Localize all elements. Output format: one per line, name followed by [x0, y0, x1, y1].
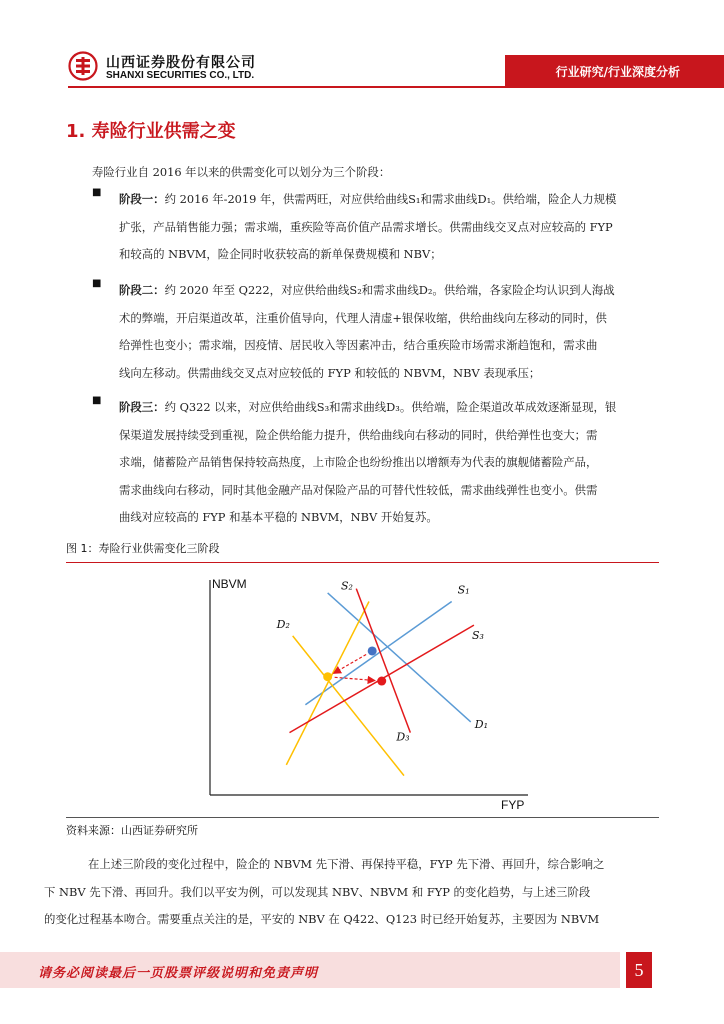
paragraph-line: 在上述三阶段的变化过程中，险企的 NBVM 先下滑、再保持平稳，FYP 先下滑、再回升，综合影响之	[88, 857, 605, 871]
bullet-icon: ■	[92, 187, 102, 198]
header-divider	[68, 86, 724, 88]
curve-label-1: D₁	[474, 717, 488, 731]
disclaimer-text[interactable]: 请务必阅读最后一页股票评级说明和免责声明	[38, 966, 319, 981]
stage-line: 和较高的 NBVM，险企同时收获较高的新单保费规模和 NBV；	[119, 247, 442, 261]
page-footer	[0, 942, 724, 1002]
company-name-cn: 山西证券股份有限公司	[106, 55, 256, 71]
stage-label: 阶段三：	[119, 400, 165, 414]
stage-line: 约 2016 年-2019 年，供需两旺，对应供给曲线S₁和需求曲线D₁。供给端，险企人力规模	[164, 192, 617, 206]
supply-demand-chart	[190, 570, 540, 815]
equilibrium-point-2	[323, 672, 332, 681]
equilibrium-point-1	[368, 646, 377, 655]
stage-line: 需求曲线向右移动，同时其他金融产品对保险产品的可替代性较低，需求曲线弹性也变小。供需	[119, 482, 598, 497]
stage-label: 阶段二：	[119, 283, 165, 297]
curve-label-0: S₁	[457, 583, 470, 597]
report-type: 行业研究/行业深度分析	[555, 65, 680, 79]
x-axis-label: FYP	[501, 798, 525, 812]
curve-3	[293, 636, 404, 776]
stage-line: 保渠道发展持续受到重视，险企供给能力提升，供给曲线向右移动的同时，供给弹性也变大；需	[119, 427, 598, 442]
paragraph-line: 下 NBV 先下滑、再回升。我们以平安为例，可以发现其 NBV、NBVM 和 FYP 的变化趋势，与上述三阶段	[44, 884, 591, 899]
curve-2	[286, 602, 369, 765]
page-number: 5	[626, 952, 652, 988]
report-type-band	[505, 55, 724, 87]
stage-line: 线向左移动。供需曲线交叉点对应较低的 FYP 和较低的 NBVM，NBV 表现承压；	[119, 365, 541, 380]
stage-line: 求端，储蓄险产品销售保持较高热度，上市险企也纷纷推出以增额寿为代表的旗舰储蓄险产品，	[119, 455, 598, 469]
company-name-en: SHANXI SECURITIES CO., LTD.	[106, 70, 255, 81]
page-header	[0, 0, 724, 100]
closing-paragraph	[44, 851, 659, 934]
figure-title: 图 1：寿险行业供需变化三阶段	[66, 542, 220, 555]
stage-3	[119, 394, 659, 532]
stage-line: 扩张，产品销售能力强；需求端，重疾险等高价值产品需求增长。供需曲线交叉点对应较高的 FYP	[119, 219, 613, 234]
shift-arrow-0	[334, 654, 366, 673]
curve-0	[305, 602, 451, 705]
curve-label-2: S₂	[341, 579, 353, 593]
bullet-icon: ■	[92, 395, 102, 406]
paragraph-line: 的变化过程基本吻合。需要重点关注的是，平安的 NBV 在 Q422、Q123 时已经开始复苏，主要因为 NBVM	[44, 912, 600, 926]
stage-1	[119, 186, 659, 269]
figure-title-divider	[66, 562, 659, 563]
curve-label-5: D₃	[396, 730, 410, 744]
company-logo-icon	[68, 51, 98, 81]
y-axis-label: NBVM	[212, 577, 247, 591]
stage-line: 术的弊端，开启渠道改革，注重价值导向，代理人清虚+银保收缩，供给曲线向左移动的同时，供	[119, 310, 607, 325]
bullet-icon: ■	[92, 278, 102, 289]
equilibrium-point-3	[377, 677, 386, 686]
source-divider	[66, 817, 659, 818]
stage-2	[119, 277, 659, 387]
curve-label-3: D₂	[276, 617, 290, 631]
figure-source: 资料来源：山西证券研究所	[66, 824, 198, 837]
stage-line: 约 2020 年至 Q222，对应供给曲线S₂和需求曲线D₂。供给端，各家险企均认识到人海战	[164, 283, 615, 297]
curve-label-4: S₃	[471, 629, 484, 643]
stage-line: 曲线对应较高的 FYP 和基本平稳的 NBVM，NBV 开始复苏。	[119, 510, 438, 524]
intro-text: 寿险行业自 2016 年以来的供需变化可以划分为三个阶段：	[92, 165, 391, 179]
stage-line: 约 Q322 以来，对应供给曲线S₃和需求曲线D₃。供给端，险企渠道改革成效逐渐显现，银	[164, 400, 617, 414]
section-title: 1. 寿险行业供需之变	[66, 121, 236, 142]
stage-line: 给弹性也变小；需求端，因疫情、居民收入等因素冲击，结合重疾险市场需求渐趋饱和，需求曲	[119, 338, 598, 352]
stage-label: 阶段一：	[119, 192, 165, 206]
